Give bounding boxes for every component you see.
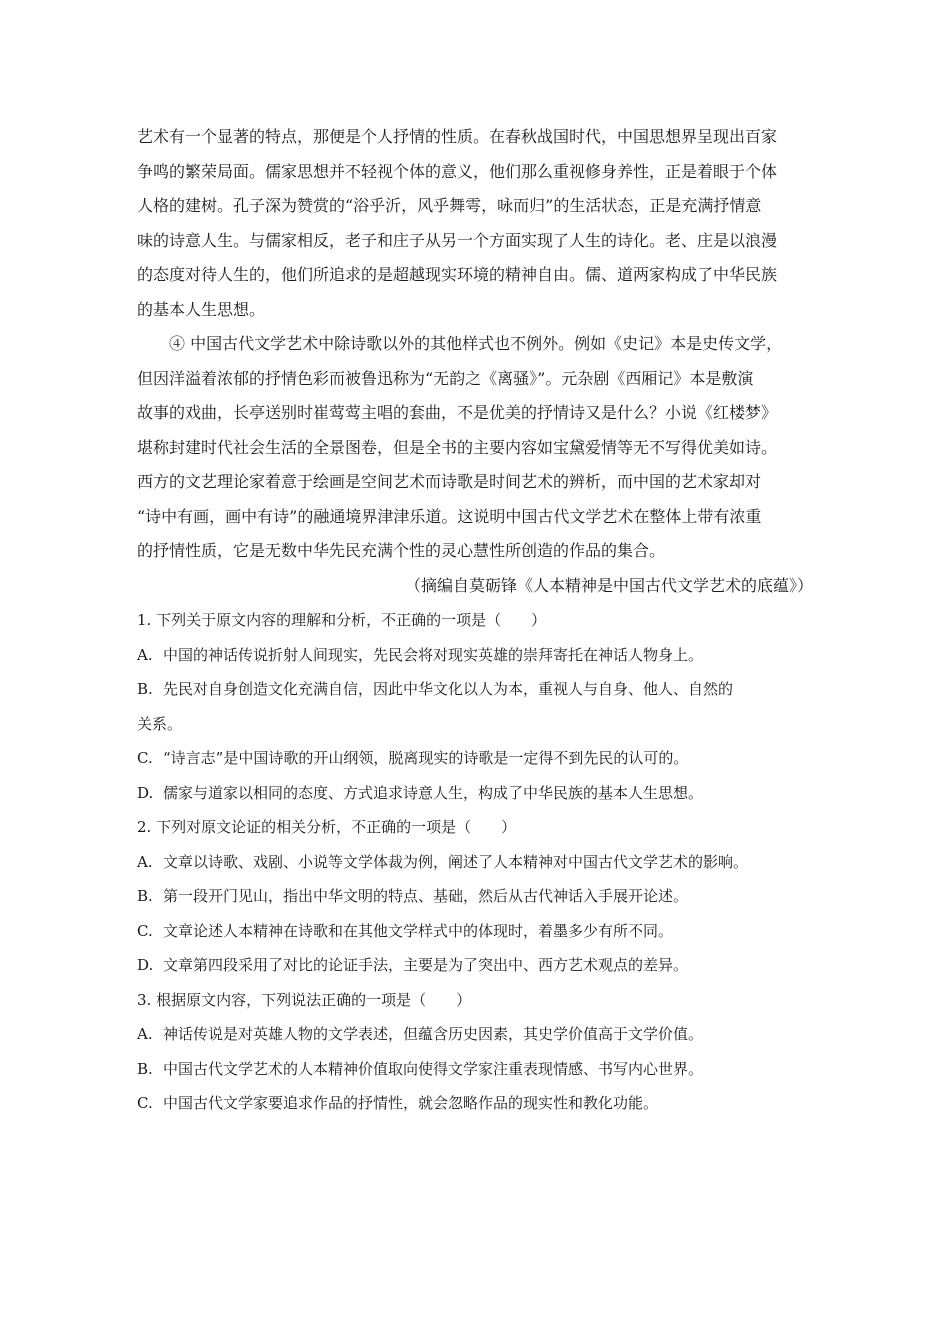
text-line: 堪称封建时代社会生活的全景图卷，但是全书的主要内容如宝黛爱情等无不写得优美如诗。 [137,437,778,457]
text-line: 争鸣的繁荣局面。儒家思想并不轻视个体的意义，他们那么重视修身养性，正是着眼于个体 [137,161,778,181]
option-text: 中国的神话传说折射人间现实，先民会将对现实英雄的崇拜寄托在神话人物身上。 [163,645,704,664]
passage-source: （摘编自莫砺锋《人本精神是中国古代文学艺术的底蕴》） [404,575,813,595]
question-1-option-a [137,638,813,673]
question-1-option-c [137,741,813,776]
question-3-option-c [137,1086,813,1121]
text-line: ④ 中国古代文学艺术中除诗歌以外的其他样式也不例外。例如《史记》本是史传文学， [169,334,783,353]
option-label: B. [137,887,153,905]
option-label: C. [137,749,153,767]
document-page [137,120,813,1121]
question-1-option-b [137,672,813,741]
option-label: C. [137,1094,153,1112]
question-1-option-d [137,776,813,811]
option-label: B. [137,680,153,698]
option-text: “诗言志”是中国诗歌的开山纲领，脱离现实的诗歌是一定得不到先民的认可的。 [163,749,689,767]
question-2-stem: 2. 下列对原文论证的相关分析，不正确的一项是（ ） [137,818,517,836]
option-text: 文章第四段采用了对比的论证手法，主要是为了突出中、西方艺术观点的差异。 [163,956,689,974]
question-2-option-c [137,914,813,949]
passage-paragraph-3 [137,120,813,327]
text-line: 的抒情性质，它是无数中华先民充满个性的灵心慧性所创造的作品的集合。 [137,541,666,560]
text-line: 但因洋溢着浓郁的抒情色彩而被鲁迅称为“无韵之《离骚》”。元杂剧《西厢记》本是敷演 [137,368,754,388]
text-line: 故事的戏曲，长亭送别时崔莺莺主唱的套曲，不是优美的抒情诗又是什么？小说《红楼梦》 [137,403,778,422]
option-text: 神话传说是对英雄人物的文学表述，但蕴含历史因素，其史学价值高于文学价值。 [163,1025,704,1043]
option-text: 儒家与道家以相同的态度、方式追求诗意人生，构成了中华民族的基本人生思想。 [163,783,704,802]
text-line: 的基本人生思想。 [137,299,266,319]
question-2-option-d [137,948,813,983]
text-line: “诗中有画，画中有诗”的融通境界津津乐道。这说明中国古代文学艺术在整体上带有浓重 [137,506,762,526]
option-text: 先民对自身创造文化充满自信，因此中华文化以人为本，重视人与自身、他人、自然的 [163,680,734,698]
question-3-option-b [137,1052,813,1087]
passage-paragraph-4 [137,327,813,569]
option-label: B. [137,1059,153,1078]
question-3-stem: 3. 根据原文内容，下列说法正确的一项是（ ） [137,990,472,1009]
text-line: 艺术有一个显著的特点，那便是个人抒情的性质。在春秋战国时代，中国思想界呈现出百家 [137,127,778,146]
option-text: 文章论述人本精神在诗歌和在其他文学样式中的体现时，着墨多少有所不同。 [163,921,674,940]
option-label: D. [137,956,154,974]
option-label: A. [137,852,153,871]
option-text: 文章以诗歌、戏剧、小说等文学体裁为例，阐述了人本精神对中国古代文学艺术的影响。 [163,852,749,871]
question-1-stem: 1. 下列关于原文内容的理解和分析，不正确的一项是（ ） [137,611,547,629]
text-line: 的态度对待人生的，他们所追求的是超越现实环境的精神自由。儒、道两家构成了中华民族 [137,265,778,284]
question-3-option-a [137,1017,813,1052]
option-label: C. [137,921,153,940]
option-text: 中国古代文学艺术的人本精神价值取向使得文学家注重表现情感、书写内心世界。 [163,1059,704,1078]
option-text: 中国古代文学家要追求作品的抒情性，就会忽略作品的现实性和教化功能。 [163,1094,659,1112]
text-line: 味的诗意人生。与儒家相反，老子和庄子从另一个方面实现了人生的诗化。老、庄是以浪漫 [137,230,778,250]
option-label: D. [137,783,154,802]
option-label: A. [137,645,153,664]
option-text-continued: 关系。 [137,714,183,733]
option-label: A. [137,1025,153,1043]
text-line: 西方的文艺理论家着意于绘画是空间艺术而诗歌是时间艺术的辨析，而中国的艺术家却对 [137,472,762,491]
question-2-option-b [137,879,813,914]
option-text: 第一段开门见山，指出中华文明的特点、基础，然后从古代神话入手展开论述。 [163,887,689,905]
text-line: 人格的建树。孔子深为赞赏的“浴乎沂，风乎舞雩，咏而归”的生活状态，正是充满抒情意 [137,196,762,215]
question-2-option-a [137,845,813,880]
